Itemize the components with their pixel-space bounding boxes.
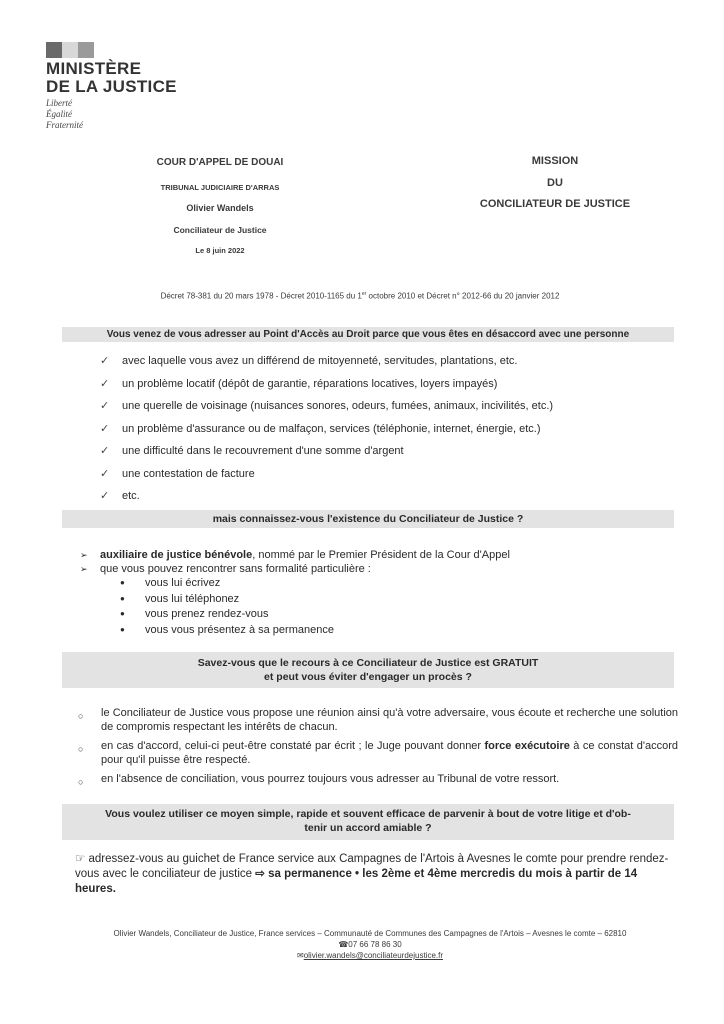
list-item: ✓ une difficulté dans le recouvrement d'une somme d'argent (100, 445, 404, 457)
mission-title-line2: DU (547, 177, 563, 189)
ministry-name (46, 60, 177, 96)
check-icon: ✓ (100, 490, 110, 502)
footer-phone: ☎07 66 78 86 30 (338, 940, 402, 949)
list-item: ● vous vous présentez à sa permanence (120, 623, 334, 636)
disagreement-list (100, 354, 553, 512)
list-item: ○ en l'absence de conciliation, vous pourrez toujours vous adresser au Tribunal de votre ressort. (78, 773, 560, 787)
list-item: ○ en cas d'accord, celui-ci peut-être constaté par écrit ; le Juge pouvant donner force exécutoire à ce constat d'accord pour qu'il puisse être respecté. (78, 740, 678, 766)
republic-motto (46, 98, 83, 131)
phone-icon: ☎ (338, 940, 349, 949)
footer-contact (60, 928, 680, 961)
section1-banner: Vous venez de vous adresser au Point d'Accès au Droit parce que vous êtes en désaccord avec une personne (62, 327, 674, 342)
hand-pointer-icon: ☞ (75, 853, 86, 865)
email-link[interactable]: olivier.wandels@conciliateurdejustice.fr (303, 951, 443, 960)
banner-line: et peut vous éviter d'engager un procès ? (264, 671, 472, 683)
list-item: ✓ une contestation de facture (100, 467, 255, 480)
check-icon: ✓ (100, 355, 110, 367)
bullet-icon: ● (120, 593, 125, 603)
check-icon: ✓ (100, 377, 110, 390)
list-item: ✓ un problème locatif (dépôt de garantie, réparations locatives, loyers impayés) (100, 377, 498, 390)
section4-banner (62, 804, 674, 840)
arrow-bullet-icon: ➢ (80, 564, 88, 574)
document-date: Le 8 juin 2022 (195, 246, 245, 255)
footer-address: Olivier Wandels, Conciliateur de Justice, France services – Communauté de Communes des Campagnes de l'Artois – Avesnes le comte – 62810 (113, 929, 627, 938)
conciliation-process-list (78, 706, 678, 794)
circle-bullet-icon: ○ (78, 711, 84, 721)
list-item: ✓ avec laquelle vous avez un différend de mitoyenneté, servitudes, plantations, etc. (100, 355, 518, 367)
check-icon: ✓ (100, 445, 110, 457)
list-item: ✓ une querelle de voisinage (nuisances sonores, odeurs, fumées, animaux, incivilités, etc.) (100, 400, 554, 412)
decret-reference: Décret 78-381 du 20 mars 1978 - Décret 2010-1165 du 1er octobre 2010 et Décret n° 2012-66 du 20 janvier 2012 (160, 291, 560, 301)
mission-title-line3: CONCILIATEUR DE JUSTICE (479, 198, 631, 210)
circle-bullet-icon: ○ (78, 777, 84, 787)
section3-banner (62, 652, 674, 688)
contact-methods-list (120, 576, 334, 638)
list-item: ● vous lui écrivez (120, 577, 221, 589)
conciliator-name: Olivier Wandels (186, 203, 254, 213)
description-line: ➢ que vous pouvez rencontrer sans formalité particulière : (80, 563, 371, 575)
bullet-icon: ● (120, 609, 125, 618)
banner-line: tenir un accord amiable ? (304, 822, 432, 834)
bullet-icon: ● (120, 578, 125, 587)
footer-email[interactable] (60, 950, 680, 961)
description-line: ➢ auxiliaire de justice bénévole, nommé par le Premier Président de la Cour d'Appel (80, 549, 510, 561)
tribunal-name: TRIBUNAL JUDICIAIRE D'ARRAS (160, 183, 280, 192)
conciliator-description (80, 548, 510, 576)
check-icon: ✓ (100, 467, 110, 480)
mail-icon: ✉ (297, 951, 304, 960)
list-item: ● vous lui téléphonez (120, 592, 240, 605)
list-item: ● vous prenez rendez-vous (120, 608, 269, 620)
list-item: ✓ un problème d'assurance ou de malfaçon, services (téléphonie, internet, énergie, etc.) (100, 422, 541, 435)
right-arrow-icon: ⇨ (255, 868, 265, 880)
appointment-info: ☞ adressez-vous au guichet de France service aux Campagnes de l'Artois à Avesnes le comte pour prendre rendez-vous avec le conciliateur de justice ⇨ sa permanence • les 2ème et 4ème mercredis du mois à partir de 14 heures. (75, 853, 669, 895)
banner-line: Vous voulez utiliser ce moyen simple, rapide et souvent efficace de parvenir à bout de votre litige et d'ob- (105, 808, 631, 820)
conciliator-role: Conciliateur de Justice (173, 225, 267, 235)
check-icon: ✓ (100, 422, 110, 435)
mission-title-line1: MISSION (531, 155, 579, 167)
bullet-icon: ● (120, 624, 125, 634)
motto-fraternite: Fraternité (46, 120, 83, 130)
arrow-bullet-icon: ➢ (80, 550, 88, 560)
motto-egalite: Égalité (46, 109, 72, 119)
court-name: COUR D'APPEL DE DOUAI (156, 157, 284, 168)
banner-line: Savez-vous que le recours à ce Conciliateur de Justice est GRATUIT (197, 657, 539, 669)
republic-logo-flag (46, 42, 94, 58)
ministry-line2: DE LA JUSTICE (46, 77, 177, 96)
ministry-line1: MINISTÈRE (46, 59, 142, 78)
list-item: ✓ etc. (100, 490, 140, 502)
motto-liberte: Liberté (46, 98, 72, 108)
section2-banner: mais connaissez-vous l'existence du Conciliateur de Justice ? (62, 510, 674, 528)
list-item: ○ le Conciliateur de Justice vous propose une réunion ainsi qu'à votre adversaire, vous écoute et recherche une solution de compromis respectant les intérêts de chacun. (78, 707, 678, 733)
circle-bullet-icon: ○ (78, 744, 84, 754)
check-icon: ✓ (100, 400, 110, 412)
